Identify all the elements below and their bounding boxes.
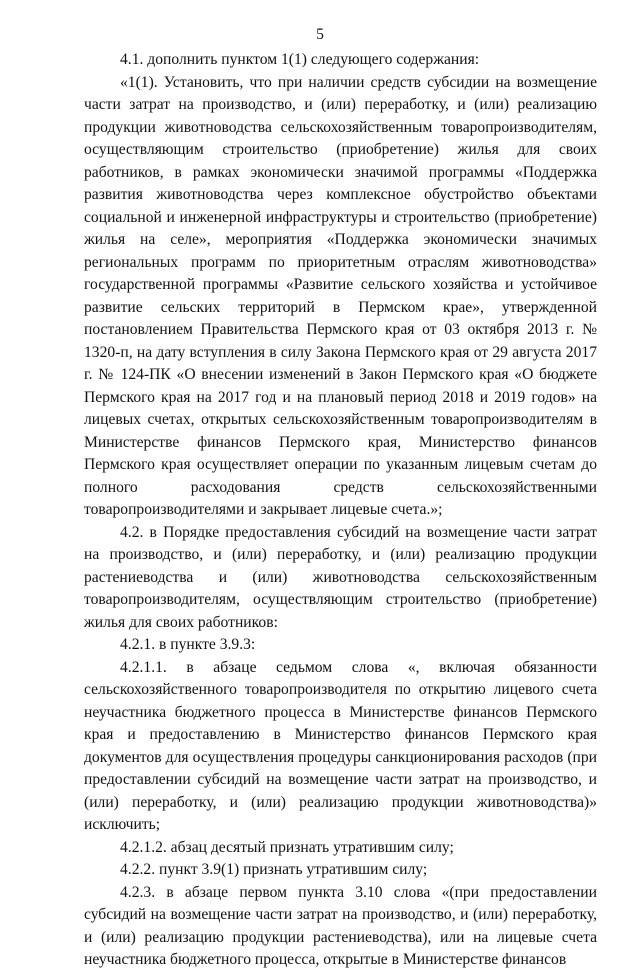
paragraph-4-2-2: 4.2.2. пункт 3.9(1) признать утратившим силу; [120,861,428,878]
paragraph-1-1-quote: «1(1). Установить, что при наличии средств субсидии на возмещение части затрат на производство, и (или) переработку, и (или) реализацию продукции животноводства сельскохозяйственным товаропроизводителям, осуществляющим строительство (приобретение) жилья для своих работников, в рамках экономически значимой программы «Поддержка развития животноводства через комплексное обустройство объектами социальной и инженерной инфраструктуры и строительство (приобретение) жилья на селе», мероприятия «Поддержка экономически значимых региональных программ по приоритетным отраслям животноводства» государственной программы «Развитие сельского хозяйства и устойчивое развитие сельских территорий в Пермском крае», утвержденной постановлением Правительства Пермского края от 03 октября 2013 г. № 1320-п, на дату вступления в силу Закона Пермского края от 29 августа 2017 г. № 124-ПК «О внесении изменений в Закон Пермского края «О бюджете Пермского края на 2017 год и на плановый период 2018 и 2019 годов» на лицевых счетах, открытых сельскохозяйственным товаропроизводителям в Министерстве финансов Пермского края, Министерство финансов Пермского края осуществляет операции по указанным лицевым счетам до полного расходования средств сельскохозяйственными товаропроизводителями и закрывает лицевые счета.»; [84,73,597,518]
page-number: 5 [316,26,324,43]
document-body [84,49,597,972]
paragraph-4-2-1-2: 4.2.1.2. абзац десятый признать утратившим силу; [120,838,454,856]
paragraph-4-2-1-1: 4.2.1.1. в абзаце седьмом слова «, включая обязанности сельскохозяйственного товаропроизводителя по открытию лицевого счета неучастника бюджетного процесса в Министерстве финансов Пермского края и предоставлению в Министерство финансов Пермского края документов для осуществления процедуры санкционирования расходов (при предоставлении субсидий на возмещение части затрат на производство, и (или) переработку, и (или) реализацию продукции животноводства)» исключить; [84,658,597,833]
paragraph-4-2: 4.2. в Порядке предоставления субсидий на возмещение части затрат на производство, и (или) переработку, и (или) реализацию продукции растениеводства и (или) животноводства сельскохозяйственным товаропроизводителям, осуществляющим строительство (приобретение) жилья для своих работников: [84,523,597,631]
paragraph-4-2-1: 4.2.1. в пункте 3.9.3: [120,636,256,653]
paragraph-4-2-3: 4.2.3. в абзаце первом пункта 3.10 слова «(при предоставлении субсидий на возмещение части затрат на производство, и (или) переработку, и (или) реализацию продукции растениеводства), или на лицевые счета неучастника бюджетного процесса, открытые в Министерстве финансов [84,883,597,968]
paragraph-4-1: 4.1. дополнить пунктом 1(1) следующего содержания: [120,51,480,68]
